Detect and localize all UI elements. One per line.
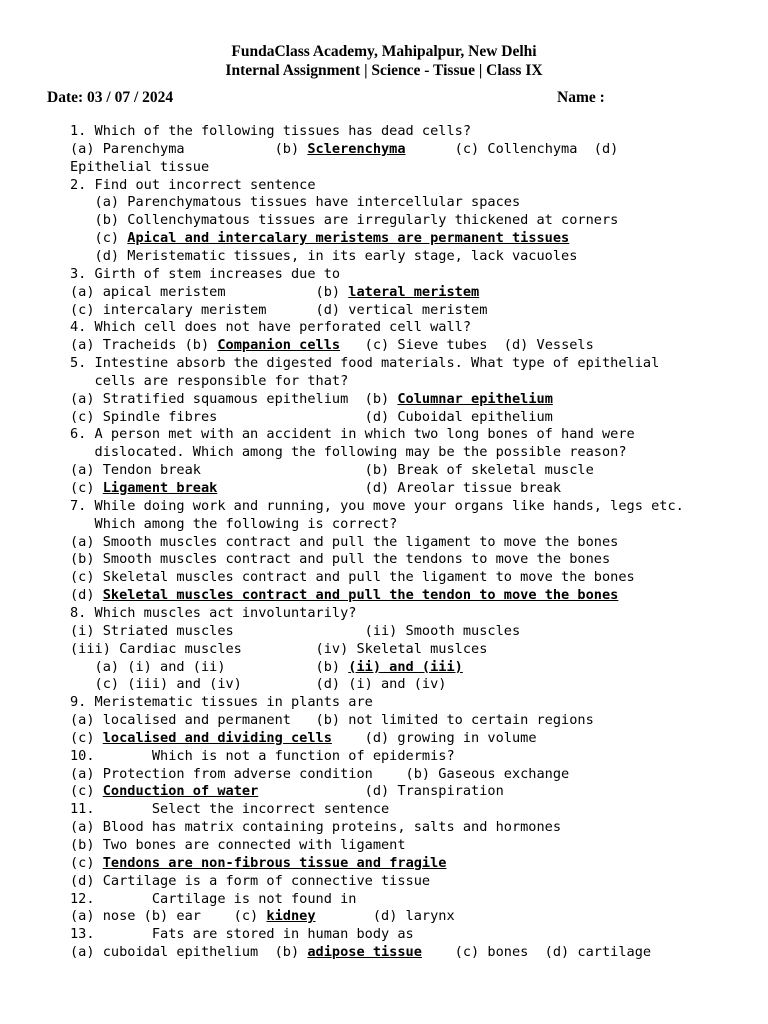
correct-answer: Sclerenchyma <box>307 140 406 157</box>
line-text: (a) nose (b) ear (c) <box>70 908 267 925</box>
correct-answer: localised and dividing cells <box>102 729 332 746</box>
question-line <box>70 391 553 408</box>
line-text: cells are responsible for that? <box>70 372 349 389</box>
line-text: 9. Meristematic tissues in plants are <box>70 694 373 711</box>
line-text: (a) (i) and (ii) (b) <box>70 658 349 675</box>
line-text: 8. Which muscles act involuntarily? <box>70 604 357 621</box>
line-text: 6. A person met with an accident in which two long bones of hand were <box>70 426 635 443</box>
question-line <box>70 480 561 497</box>
question-line <box>70 766 569 783</box>
correct-answer: (ii) and (iii) <box>348 658 463 675</box>
question-line <box>70 819 561 836</box>
question-line <box>70 409 553 426</box>
line-text: Epithelial tissue <box>70 158 210 175</box>
question-line <box>70 551 610 568</box>
line-text: (a) Parenchymatous tissues have intercellular spaces <box>70 194 521 211</box>
question-line <box>70 944 651 961</box>
correct-answer: adipose tissue <box>307 944 422 961</box>
line-text: (c) Spindle fibres (d) Cuboidal epithelium <box>70 408 553 425</box>
question-line <box>70 712 594 729</box>
line-text: (a) Parenchyma (b) <box>70 140 308 157</box>
question-line <box>70 498 684 515</box>
question-line <box>70 319 471 336</box>
line-text: (b) Two bones are connected with ligament <box>70 837 406 853</box>
line-text: (a) apical meristem (b) <box>70 283 349 300</box>
question-line <box>70 194 520 211</box>
correct-answer: Skeletal muscles contract and pull the tendon to move the bones <box>102 587 619 604</box>
line-text: 5. Intestine absorb the digested food materials. What type of epithelial <box>70 355 660 372</box>
question-line <box>70 694 373 711</box>
question-line <box>70 783 504 800</box>
question-line <box>70 659 463 676</box>
line-text: (d) growing in volume <box>331 729 537 746</box>
question-line <box>70 891 356 908</box>
question-line <box>70 605 356 622</box>
line-text: (d) Meristematic tissues, in its early stage, lack vacuoles <box>70 247 578 264</box>
line-text: (c) (iii) and (iv) (d) (i) and (iv) <box>70 676 447 693</box>
line-text: (a) Stratified squamous epithelium (b) <box>70 390 398 407</box>
line-text: (c) <box>70 480 103 496</box>
institute-title: FundaClass Academy, Mahipalpur, New Delhi <box>231 43 537 60</box>
question-line <box>70 302 487 319</box>
line-text: (c) bones (d) cartilage <box>421 944 652 961</box>
line-text: (c) intercalary meristem (d) vertical meristem <box>70 301 488 318</box>
correct-answer: Apical and intercalary meristems are permanent tissues <box>127 230 570 247</box>
correct-answer: Companion cells <box>217 337 341 354</box>
date-label: Date: 03 / 07 / 2024 <box>47 89 174 106</box>
line-text: (c) <box>70 783 103 800</box>
line-text: (a) Tendon break (b) Break of skeletal muscle <box>70 462 594 479</box>
line-text: (a) localised and permanent (b) not limited to certain regions <box>70 712 594 729</box>
line-text: 10. Which is not a function of epidermis? <box>70 747 455 764</box>
line-text: (c) Sieve tubes (d) Vessels <box>340 337 594 354</box>
line-text: (d) larynx <box>315 908 455 925</box>
correct-answer: Columnar epithelium <box>397 390 553 407</box>
line-text: 4. Which cell does not have perforated cell wall? <box>70 319 472 336</box>
question-line <box>70 248 577 265</box>
line-text: (c) <box>70 854 103 871</box>
line-text: (d) Transpiration <box>258 783 504 800</box>
line-text: 2. Find out incorrect sentence <box>70 176 316 193</box>
correct-answer: Ligament break <box>102 480 218 496</box>
line-text: 12. Cartilage is not found in <box>70 890 357 907</box>
question-line <box>70 355 659 372</box>
question-line <box>70 676 446 693</box>
question-line <box>70 587 618 604</box>
question-line <box>70 444 627 461</box>
question-line <box>70 266 340 283</box>
line-text: (a) Tracheids (b) <box>70 337 218 354</box>
line-text: (a) Smooth muscles contract and pull the ligament to move the bones <box>70 533 619 550</box>
question-line <box>70 623 520 640</box>
line-text: (a) Protection from adverse condition (b) Gaseous exchange <box>70 765 570 782</box>
line-text: 13. Fats are stored in human body as <box>70 926 414 943</box>
question-line <box>70 641 487 658</box>
line-text: (b) Collenchymatous tissues are irregularly thickened at corners <box>70 212 619 229</box>
line-text: (b) Smooth muscles contract and pull the tendons to move the bones <box>70 551 611 568</box>
question-line <box>70 516 397 533</box>
question-line <box>70 926 414 943</box>
question-line <box>70 855 446 872</box>
line-text: (c) Skeletal muscles contract and pull the ligament to move the bones <box>70 569 635 586</box>
question-line <box>70 284 479 301</box>
line-text: (a) cuboidal epithelium (b) <box>70 944 308 961</box>
question-line <box>70 159 209 176</box>
question-line <box>70 177 316 194</box>
line-text: 11. Select the incorrect sentence <box>70 801 390 818</box>
question-line <box>70 569 635 586</box>
correct-answer: Conduction of water <box>102 783 259 800</box>
question-line <box>70 230 569 247</box>
question-line <box>70 908 455 925</box>
question-line <box>70 141 618 158</box>
question-line <box>70 837 406 854</box>
question-line <box>70 373 348 390</box>
question-line <box>70 730 537 747</box>
question-line <box>70 212 618 229</box>
question-line <box>70 337 594 354</box>
correct-answer: lateral meristem <box>348 283 480 300</box>
line-text: 1. Which of the following tissues has dead cells? <box>70 123 472 139</box>
line-text: (a) Blood has matrix containing proteins, salts and hormones <box>70 819 562 836</box>
question-line <box>70 462 594 479</box>
line-text: 3. Girth of stem increases due to <box>70 265 341 282</box>
question-line <box>70 123 471 140</box>
name-label: Name : <box>557 89 605 106</box>
line-text: Which among the following is correct? <box>70 515 398 532</box>
line-text: (d) Areolar tissue break <box>217 480 562 496</box>
question-line <box>70 426 635 443</box>
line-text: (d) Cartilage is a form of connective tissue <box>70 872 431 889</box>
line-text: (iii) Cardiac muscles (iv) Skeletal muslces <box>70 640 488 657</box>
question-line <box>70 748 455 765</box>
line-text: (c) Collenchyma (d) <box>405 140 619 157</box>
line-text: (i) Striated muscles (ii) Smooth muscles <box>70 622 521 639</box>
line-text: (c) <box>70 729 103 746</box>
line-text: dislocated. Which among the following may be the possible reason? <box>70 444 627 461</box>
correct-answer: Tendons are non-fibrous tissue and fragile <box>102 854 447 871</box>
question-line <box>70 534 618 551</box>
correct-answer: kidney <box>266 908 316 925</box>
assignment-subtitle: Internal Assignment | Science - Tissue | Class IX <box>225 62 543 79</box>
question-line <box>70 801 389 818</box>
line-text: 7. While doing work and running, you move your organs like hands, legs etc. <box>70 497 684 514</box>
line-text: (c) <box>70 230 128 247</box>
line-text: (d) <box>70 587 103 604</box>
question-line <box>70 873 430 890</box>
